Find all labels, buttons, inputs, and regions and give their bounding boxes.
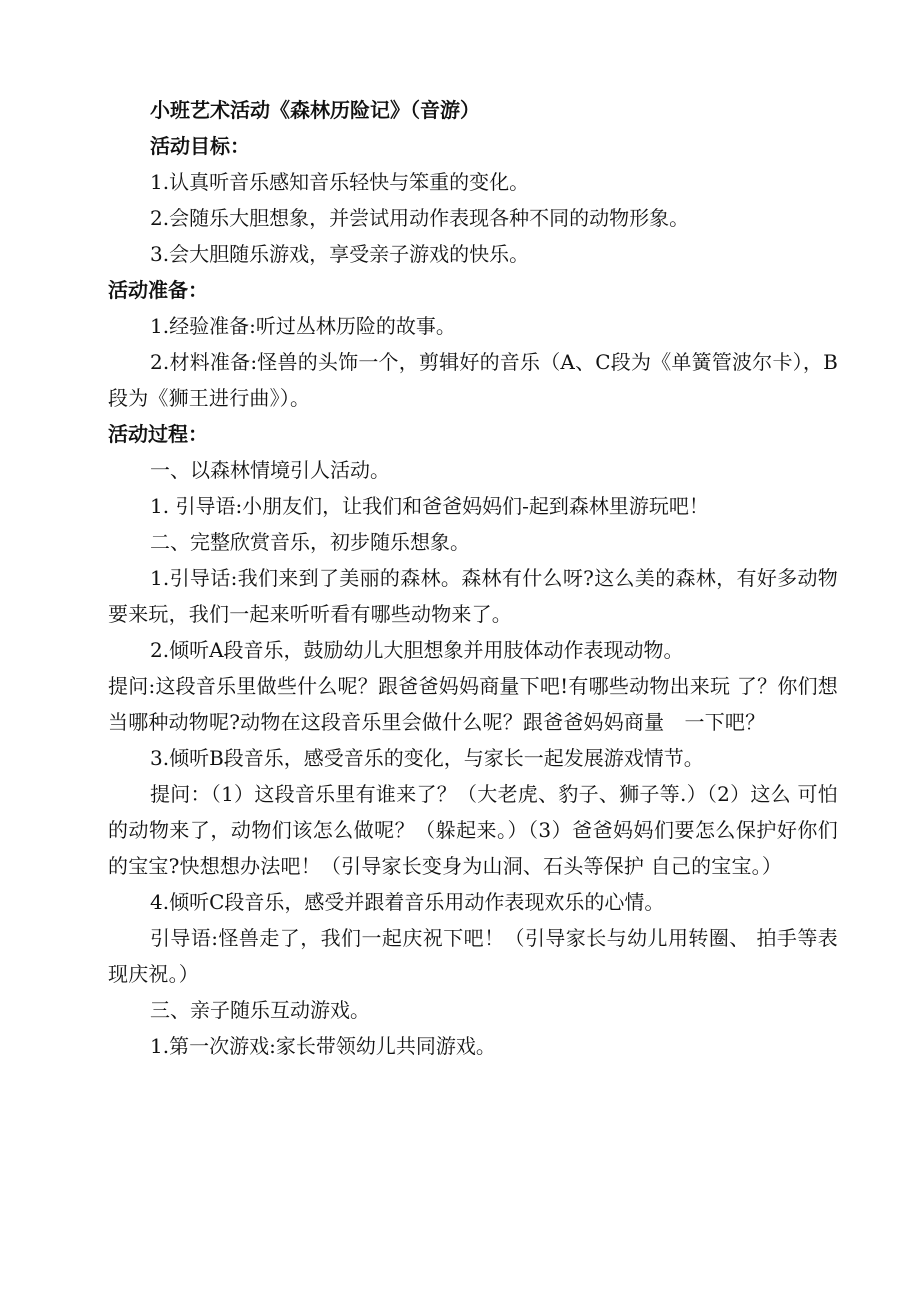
process-question: 提问:这段音乐里做些什么呢？跟爸爸妈妈商量下吧!有哪些动物出来玩 了？你们想当哪种动物呢?动物在这段音乐里会做什么呢？跟爸爸妈妈商量 一下吧？ xyxy=(108,674,838,734)
process-paragraph: 2.倾听A段音乐，鼓励幼儿大胆想象并用肢体动作表现动物。 xyxy=(150,638,684,662)
document-page xyxy=(108,92,838,1064)
goal-item: 3.会大胆随乐游戏，享受亲子游戏的快乐。 xyxy=(150,242,530,266)
process-paragraph: 1. 引导语:小朋友们，让我们和爸爸妈妈们-起到森林里游玩吧！ xyxy=(150,494,709,518)
process-heading: 活动过程： xyxy=(108,422,208,446)
process-paragraph: 1.引导话:我们来到了美丽的森林。森林有什么呀?这么美的森林，有好多动物要来玩，我们一起来听听看有哪些动物来了。 xyxy=(108,566,838,626)
process-paragraph: 引导语:怪兽走了，我们一起庆祝下吧！（引导家长与幼儿用转圈、 拍手等表现庆祝。） xyxy=(108,926,838,986)
document-title: 小班艺术活动《森林历险记》（音游） xyxy=(150,98,480,122)
goal-item: 1.认真听音乐感知音乐轻快与笨重的变化。 xyxy=(150,170,530,194)
preparation-heading: 活动准备： xyxy=(108,278,208,302)
process-question: 提问：（1）这段音乐里有谁来了？（大老虎、豹子、狮子等.）（2）这么 可怕的动物来了，动物们该怎么做呢？（躲起来。）（3）爸爸妈妈们要怎么保护好你们的宝宝?快想想办法吧！（引导家长变身为山洞、石头等保护 自己的宝宝。） xyxy=(108,782,838,878)
goals-heading: 活动目标： xyxy=(150,134,250,158)
preparation-item: 1.经验准备:听过丛林历险的故事。 xyxy=(150,314,456,338)
process-section-3: 三、亲子随乐互动游戏。 xyxy=(150,998,370,1022)
process-section-1: 一、以森林情境引人活动。 xyxy=(150,458,390,482)
process-section-2: 二、完整欣赏音乐，初步随乐想象。 xyxy=(150,530,470,554)
process-paragraph: 3.倾听B段音乐，感受音乐的变化，与家长一起发展游戏情节。 xyxy=(150,746,704,770)
process-paragraph: 1.第一次游戏:家长带领幼儿共同游戏。 xyxy=(150,1034,496,1058)
goal-item: 2.会随乐大胆想象，并尝试用动作表现各种不同的动物形象。 xyxy=(150,206,690,230)
preparation-item: 2.材料准备:怪兽的头饰一个，剪辑好的音乐（A、C段为《单簧管波尔卡），B段为《狮王进行曲》）。 xyxy=(108,350,838,410)
process-paragraph: 4.倾听C段音乐，感受并跟着音乐用动作表现欢乐的心情。 xyxy=(150,890,665,914)
